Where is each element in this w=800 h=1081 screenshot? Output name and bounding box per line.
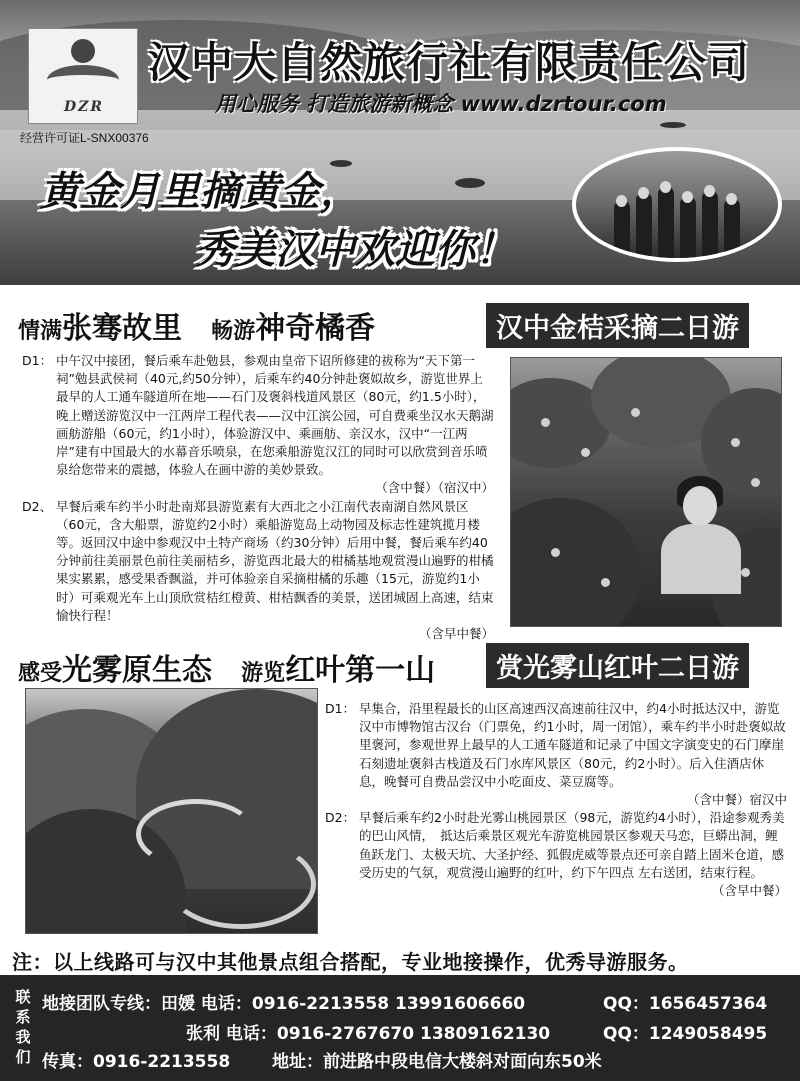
girl-face <box>683 486 717 526</box>
contact-us-char: 我 <box>15 1028 31 1046</box>
tour1-heading-b-large: 神奇橘香 <box>255 311 376 346</box>
company-name: 汉中大自然旅行社有限责任公司 <box>148 38 751 87</box>
header-banner <box>0 0 800 285</box>
contact-us-label <box>12 987 34 1067</box>
tour2-heading-b-large: 红叶第一山 <box>285 653 436 688</box>
orchard-photo <box>510 357 782 627</box>
tour1-heading-a-large: 张骞故里 <box>62 311 183 346</box>
route-note: 注：以上线路可与汉中其他景点组合搭配，专业地接操作，优秀导游服务。 <box>12 950 689 974</box>
tour2-heading-a-small: 感受 <box>18 661 63 686</box>
contact-us-char: 们 <box>15 1048 31 1066</box>
day-description: 早餐后乘车约2小时赴光雾山桃园景区（98元，游览约4小时），沿途参观秀美的巴山风情， 抵达后乘景区观光车游览桃园景区参观天马恋，巨蟒出洞，鲤鱼跃龙门、太极天坑、大圣护经、狐假虎威等景点还可亲自踏上固米仓道，感受历史的气氛，观赏漫山遍野的红叶，约下午四点 左右送团，结束行程。 <box>359 810 785 880</box>
orange-fruit <box>541 418 550 427</box>
company-logo <box>28 28 138 124</box>
day-description: 中午汉中接团，餐后乘车赴勉县，参观由皇帝下诏所修建的祓称为“天下第一祠”勉县武侯祠（40元,约50分钟），后乘车约40分钟赴褒姒故乡，游览世界上最早的人工通车隧道所在地——石门及褒斜栈道风景区（80元，约1.5小时），晚上赠送游览汉中一江两岸工程代表——汉中江滨公园，可自费乘坐汉水天鹅湖画舫游船（60元，约1小时），体验游汉中、乘画舫、亲汉水，汉中“一江两岸”建有中国最大的水幕音乐喷泉，在您乘船游览汉江的同时可以欣赏到音乐喷泉给您带来的震撼，体验人在画中游的美妙景致。 <box>56 353 494 478</box>
day-meal-note: （含早中餐） <box>418 626 494 642</box>
person-head <box>616 195 627 207</box>
person-head <box>638 187 649 199</box>
person-head <box>726 193 737 205</box>
tour1-heading-b-small: 畅游 <box>211 319 256 344</box>
girl-figure <box>661 524 741 594</box>
tour1-heading-a-small: 情满 <box>18 319 63 344</box>
tour2-heading-b-small: 游览 <box>241 661 286 686</box>
headline-line1: 黄金月里摘黄金， <box>40 168 360 215</box>
contact-qq-2: QQ：1249058495 <box>603 1024 768 1044</box>
day-label: D2： <box>325 810 356 826</box>
day-label: D1： <box>22 353 53 368</box>
day-description: 早集合，沿里程最长的山区高速西汉高速前往汉中，约4小时抵达汉中，游览汉中市博物馆古汉台（门票免，约1小时，周一闭馆），乘车约半小时赴褒姒故里褒河，参观世界上最早的人工通车隧道和记录了中国文字演变史的石门摩崖石刻遗址褒斜古栈道及石门水库风景区（80元，约2小时）。后入住酒店休息，晚餐可自费品尝汉中小吃面皮、菜豆腐等。 <box>359 701 786 789</box>
boat-shape <box>455 178 485 188</box>
contact-tianyuan: 地接团队专线：田媛 电话：0916-2213558 13991606660 <box>42 994 526 1014</box>
tree-shape <box>510 498 641 627</box>
tour1-day1 <box>22 352 494 479</box>
group-photo <box>572 147 782 262</box>
company-slogan: 用心服务 打造旅游新概念 www.dzrtour.com <box>215 92 667 116</box>
contact-us-char: 系 <box>15 1008 31 1026</box>
day-label: D1： <box>325 701 356 716</box>
logo-text: DZR <box>64 99 104 115</box>
orange-fruit <box>631 408 640 417</box>
person-shape <box>658 186 674 258</box>
tour2-itinerary <box>325 700 787 900</box>
mountain-photo <box>25 688 318 934</box>
tour1-day2 <box>22 498 494 625</box>
tour1-itinerary <box>22 352 494 643</box>
logo-arms-icon <box>47 65 119 95</box>
person-shape <box>724 198 740 258</box>
tour2-day2 <box>325 809 787 882</box>
license-number: 经营许可证L-SNX00376 <box>20 131 149 145</box>
person-shape <box>614 200 630 258</box>
person-head <box>704 185 715 197</box>
contact-fax: 传真：0916-2213558 <box>42 1052 231 1072</box>
day-label: D2、 <box>22 498 53 514</box>
day-meal-note: （含中餐）宿汉中 <box>686 792 787 808</box>
contact-bar <box>0 975 800 1081</box>
day-description: 早餐后乘车约半小时赴南郑县游览素有大西北之小江南代表南湖自然风景区（60元，含大船票，游览约2小时）乘船游览岛上动物园及标志性建筑揽月楼等。返回汉中途中参观汉中土特产商场（约30分钟）后用中餐，餐后乘车约40分钟前往美丽景色前往美丽桔乡，游览西北最大的柑橘基地观赏漫山遍野的柑橘果实累累，感受果香飘溢，并可体验亲自采摘柑橘的乐趣（15元，游览约1小时）可乘观光车上山顶欣赏桔红橙黄、柑桔飘香的美景，送团城固上高速，结束愉快行程！ <box>56 498 494 623</box>
day-meal-note: （含早中餐） <box>711 883 787 899</box>
person-shape <box>636 192 652 258</box>
boat-shape <box>660 122 686 128</box>
contact-zhangli: 张利 电话：0916-2767670 13809162130 <box>186 1024 551 1044</box>
person-head <box>660 181 671 193</box>
tour2-heading-a-large: 光雾原生态 <box>62 653 213 688</box>
orange-fruit <box>601 578 610 587</box>
tour1-heading <box>18 303 375 347</box>
person-shape <box>702 190 718 258</box>
orange-fruit <box>551 548 560 557</box>
tour2-title-tag: 赏光雾山红叶二日游 <box>486 643 749 688</box>
person-head <box>682 191 693 203</box>
contact-us-char: 联 <box>15 988 31 1006</box>
tour2-heading <box>18 645 435 689</box>
headline-line2: 秀美汉中欢迎你！ <box>195 226 515 273</box>
orange-fruit <box>741 568 750 577</box>
person-shape <box>680 196 696 258</box>
winding-road <box>166 839 316 929</box>
tour1-title-tag: 汉中金桔采摘二日游 <box>486 303 749 348</box>
orange-fruit <box>581 448 590 457</box>
day-meal-note: （含中餐）（宿汉中） <box>375 480 494 496</box>
logo-head-icon <box>71 39 95 63</box>
contact-address: 地址：前进路中段电信大楼斜对面向东50米 <box>272 1052 602 1072</box>
orange-fruit <box>731 438 740 447</box>
tour2-day1 <box>325 700 787 791</box>
contact-qq-1: QQ：1656457364 <box>603 994 768 1014</box>
orange-fruit <box>751 478 760 487</box>
